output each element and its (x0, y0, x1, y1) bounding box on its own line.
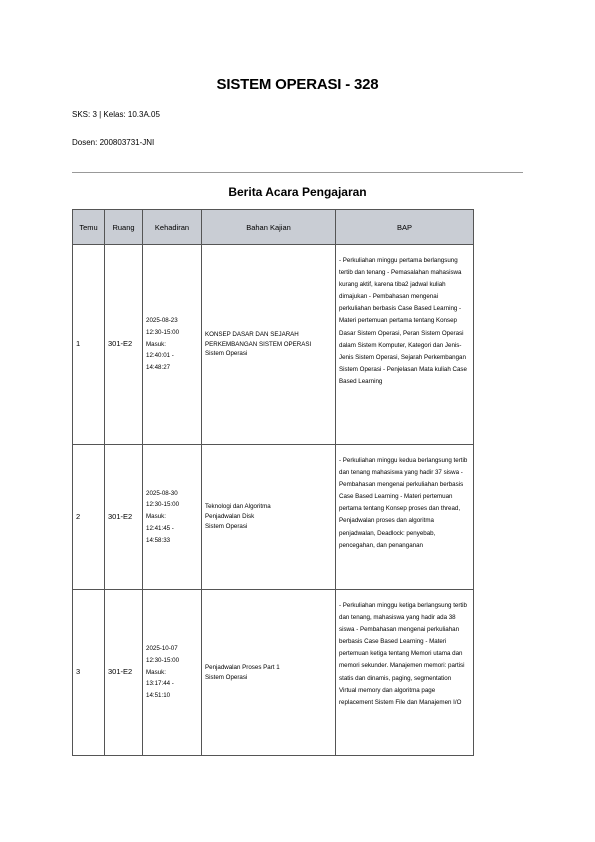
header-bap: BAP (336, 210, 474, 245)
header-temu: Temu (73, 210, 105, 245)
header-bahan-kajian: Bahan Kajian (202, 210, 336, 245)
header-kehadiran: Kehadiran (143, 210, 202, 245)
attendance-in: 12:41:45 - (146, 524, 174, 532)
sks-class-info: SKS: 3 | Kelas: 10.3A.05 (72, 110, 160, 119)
cell-kehadiran (143, 245, 202, 445)
cell-temu: 2 (73, 445, 105, 590)
cell-ruang: 301-E2 (105, 245, 143, 445)
header-ruang: Ruang (105, 210, 143, 245)
topic-line: PERKEMBANGAN SISTEM OPERASI (205, 340, 312, 348)
attendance-in: 13:17:44 - (146, 680, 174, 688)
cell-temu: 3 (73, 590, 105, 756)
cell-temu: 1 (73, 245, 105, 445)
topic-course: Sistem Operasi (205, 673, 248, 681)
attendance-in: 12:40:01 - (146, 352, 174, 360)
attendance-out: 14:58:33 (146, 536, 171, 544)
table-header-row (73, 210, 474, 245)
table-row (73, 245, 474, 445)
attendance-label: Masuk: (146, 513, 166, 521)
topic-line: Penjadwalan Disk (205, 513, 255, 521)
teaching-log-table (72, 209, 474, 756)
cell-bap: - Perkuliahan minggu ketiga berlangsung tertib dan tenang, mahasiswa yang hadir ada 38 siswa - Pembahasan mengenai perkuliahan berbasis Case Based Learning - Materi pertemuan ketiga tentang Memori utama dan memori sekunder. Manajemen memori: partisi statis dan dinamis, paging, segmentation Virtual memory dan algoritma page replacement Sistem File dan Manajemen I/O (336, 590, 474, 756)
attendance-label: Masuk: (146, 668, 166, 676)
page-title: SISTEM OPERASI - 328 (216, 76, 379, 93)
attendance-schedule: 12:30-15:00 (146, 328, 180, 336)
lecturer-info: Dosen: 200803731-JNI (72, 138, 155, 147)
table-row (73, 590, 474, 756)
cell-bahan-kajian (202, 590, 336, 756)
cell-kehadiran (143, 445, 202, 590)
attendance-schedule: 12:30-15:00 (146, 656, 180, 664)
attendance-date: 2025-08-23 (146, 317, 178, 325)
attendance-out: 14:48:27 (146, 364, 171, 372)
table-row (73, 445, 474, 590)
attendance-date: 2025-08-30 (146, 489, 178, 497)
cell-bap: - Perkuliahan minggu pertama berlangsung tertib dan tenang - Pemasalahan mahasiswa kurang aktif, karena tiba2 jadwal kuliah dimajukan - Pembahasan mengenai perkuliahan berbasis Case Based Learning - Materi pertemuan pertama tentang Konsep Dasar Sistem Operasi, Peran Sistem Operasi dalam Sistem Komputer, Kategori dan Jenis-Jenis Sistem Operasi, Sejarah Perkembangan Sistem Operasi - Penjelasan Mata kuliah Case Based Learning (336, 245, 474, 445)
cell-bap: - Perkuliahan minggu kedua berlangsung tertib dan tenang mahasiswa yang hadir 37 siswa - Pembahasan mengenai perkuliahan berbasis Case Based Learning - Materi pertemuan pertama tentang Konsep proses dan thread, Penjadwalan proses dan algoritma penjadwalan, Deadlock: penyebab, pencegahan, dan penanganan (336, 445, 474, 590)
topic-line: Teknologi dan Algoritma (205, 503, 271, 511)
cell-bahan-kajian (202, 245, 336, 445)
cell-ruang: 301-E2 (105, 590, 143, 756)
topic-course: Sistem Operasi (205, 522, 248, 530)
attendance-date: 2025-10-07 (146, 645, 178, 653)
divider (72, 172, 523, 173)
cell-bahan-kajian (202, 445, 336, 590)
cell-ruang: 301-E2 (105, 445, 143, 590)
section-title: Berita Acara Pengajaran (228, 185, 367, 199)
cell-kehadiran (143, 590, 202, 756)
attendance-out: 14:51:10 (146, 692, 171, 700)
attendance-label: Masuk: (146, 340, 166, 348)
topic-line: KONSEP DASAR DAN SEJARAH (205, 330, 299, 338)
attendance-schedule: 12:30-15:00 (146, 501, 180, 509)
topic-course: Sistem Operasi (205, 350, 248, 358)
topic-line: Penjadwalan Proses Part 1 (205, 663, 280, 671)
